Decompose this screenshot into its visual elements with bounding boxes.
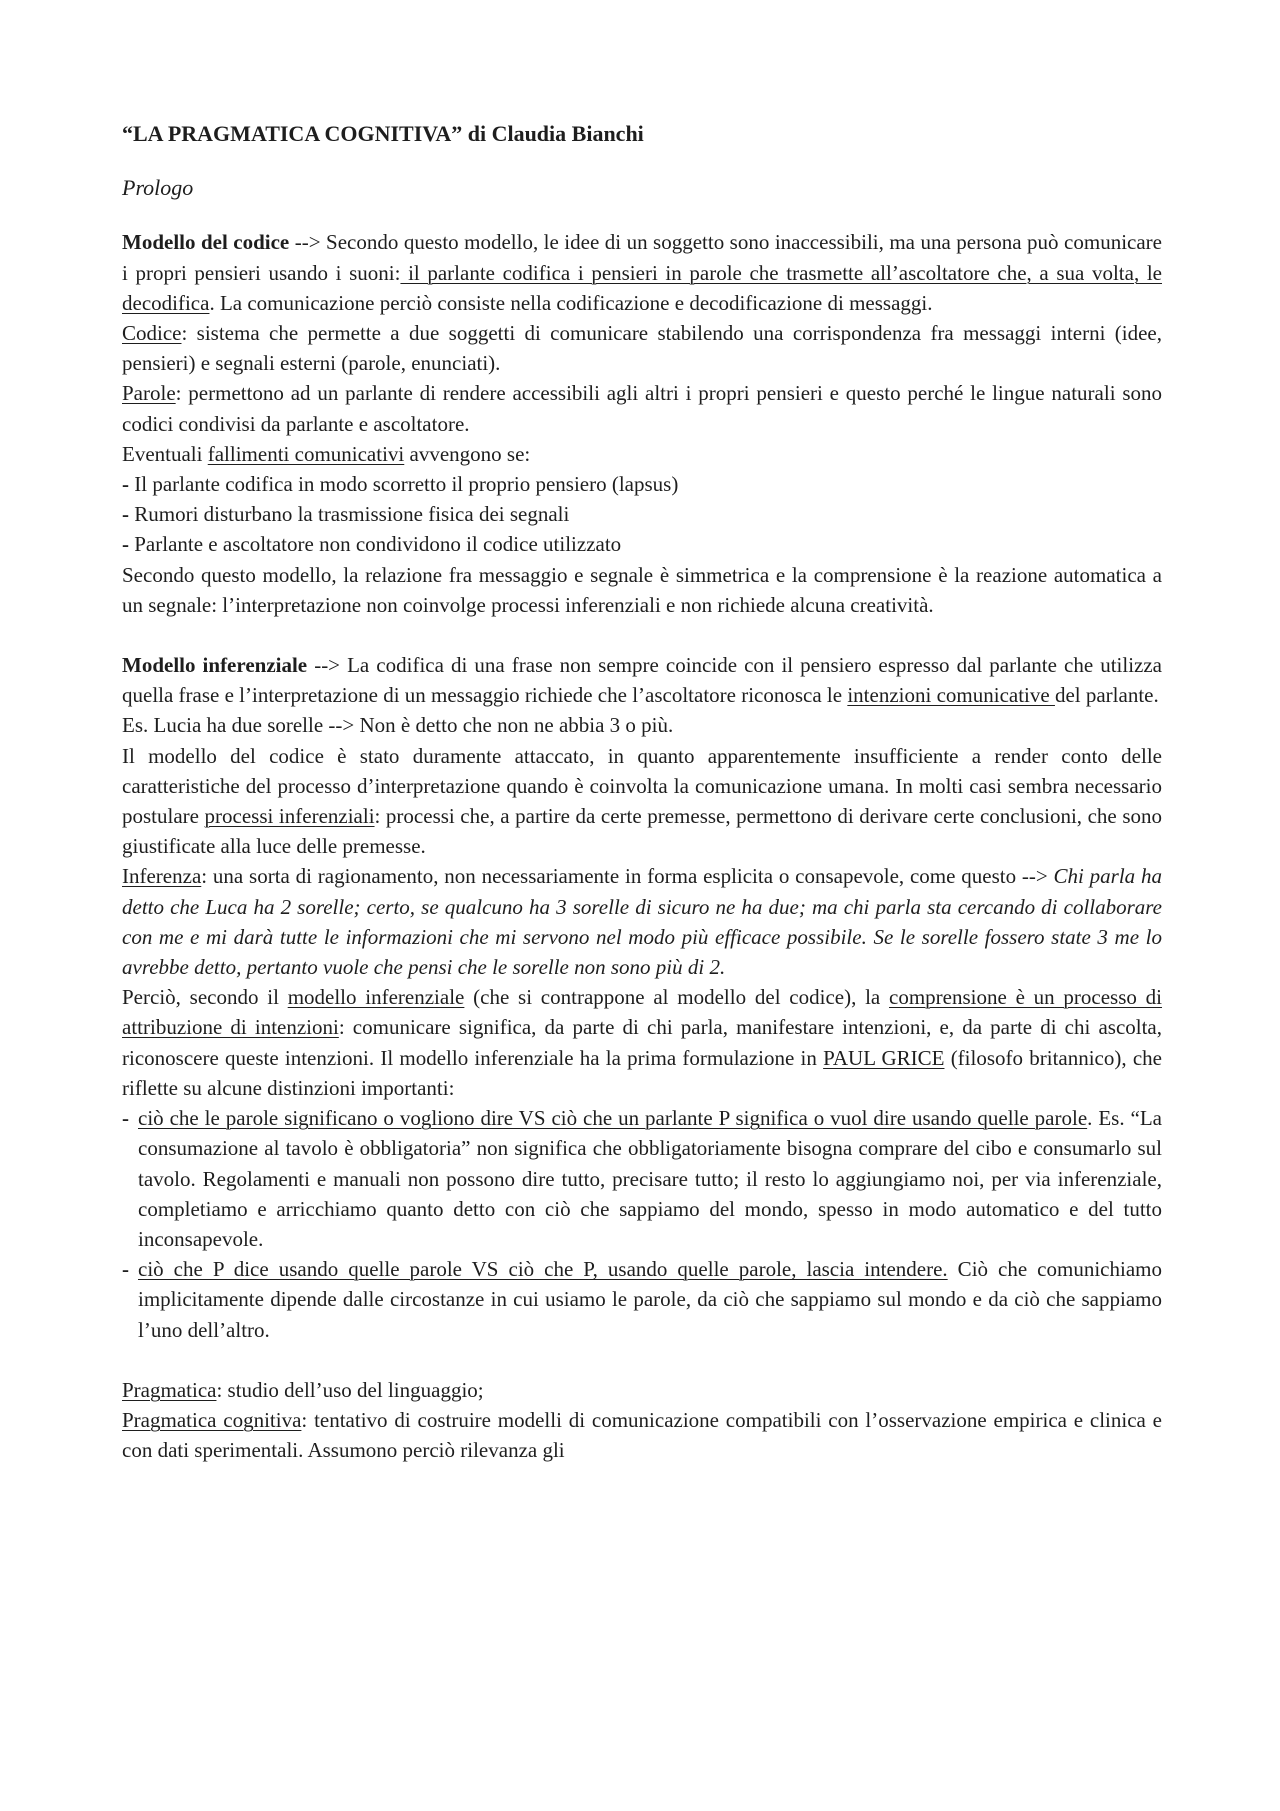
bullet-marker: - [122,502,129,527]
italic-reasoning: Chi parla ha detto che Luca ha 2 sorelle; certo, se qualcuno ha 3 sorelle di sicuro ne ha due; ma chi parla sta cercando di collaborare con me e mi darà tutte le informazioni che mi servono nel modo più efficace possibile. Se le sorelle fossero state 3 me lo avrebbe detto, pertanto vuole che pensi che le sorelle non sono più di 2. [122,864,1162,980]
term-paul-grice: PAUL GRICE [823,1045,945,1070]
term-modello-inferenziale-link: modello inferenziale [287,985,465,1010]
term-codice: Codice [122,321,182,346]
term-inferenza: Inferenza [122,864,202,889]
term-pragmatica-cognitiva: Pragmatica cognitiva [122,1407,302,1432]
term-pragmatica: Pragmatica [122,1377,217,1402]
paragraph-percio: Perciò, secondo il modello inferenziale (che si contrappone al modello del codice), la comprensione è un processo di attribuzione di intenzioni: comunicare significa, da parte di chi parla, manifestare intenzioni, e, da parte di chi ascolta, riconoscere queste intenzioni. Il modello inferenziale ha la prima formulazione in PAUL GRICE (filosofo britannico), che riflette su alcune distinzioni importanti: [122,985,1163,1100]
paragraph-example: Es. Lucia ha due sorelle --> Non è detto che non ne abbia 3 o più. [122,713,674,738]
document-body [122,119,1162,1465]
bullet-marker: - [122,1257,129,1282]
bullet-marker: - [122,1106,129,1131]
paragraph-pragmatica: Pragmatica: studio dell’uso del linguaggio; [122,1377,484,1402]
paragraph-inferenza: Inferenza: una sorta di ragionamento, non necessariamente in forma esplicita o consapevole, come questo --> Chi parla ha detto che Luca ha 2 sorelle; certo, se qualcuno ha 3 sorelle di sicuro ne ha due; ma chi parla sta cercando di collaborare con me e mi darà tutte le informazioni che mi servono nel modo più efficace possibile. Se le sorelle fossero state 3 me lo avrebbe detto, pertanto vuole che pensi che le sorelle non sono più di 2. [122,864,1162,980]
list-item: - Il parlante codifica in modo scorretto il proprio pensiero (lapsus) [122,472,679,497]
paragraph-processi: Il modello del codice è stato duramente attaccato, in quanto apparentemente insufficiente a render conto delle caratteristiche del processo d’interpretazione quando è coinvolta la comunicazione umana. In molti casi sembra necessario postulare processi inferenziali: processi che, a partire da certe premesse, permettono di derivare certe conclusioni, che sono giustificate alla luce delle premesse. [122,743,1162,859]
paragraph-parole: Parole: permettono ad un parlante di rendere accessibili agli altri i propri pensieri e questo perché le lingue naturali sono codici condivisi da parlante e ascoltatore. [122,381,1162,436]
term-modello-inferenziale: Modello inferenziale [122,653,308,678]
paragraph-gap [122,620,1162,650]
list-item: - Parlante e ascoltatore non condividono il codice utilizzato [122,532,622,557]
term-comprensione: comprensione è un processo di attribuzione di intenzioni [122,985,1163,1040]
paragraph-modello-inferenziale: Modello inferenziale --> La codifica di una frase non sempre coincide con il pensiero espresso dal parlante che utilizza quella frase e l’interpretazione di un messaggio richiede che l’ascoltatore riconosca le intenzioni comunicative del parlante. [122,653,1162,708]
term-processi: processi inferenziali [204,804,375,829]
paragraph-fallimenti: Eventuali fallimenti comunicativi avvengono se: [122,441,531,466]
term-intenzioni: intenzioni comunicative [847,683,1055,708]
list-item: - Rumori disturbano la trasmissione fisica dei segnali [122,502,570,527]
term-modello-codice: Modello del codice [122,230,290,255]
paragraph-gap [122,1345,1162,1375]
bullet-marker: - [122,532,129,557]
paragraph-pragmatica-cognitiva: Pragmatica cognitiva: tentativo di costruire modelli di comunicazione compatibili con l’osservazione empirica e clinica e con dati sperimentali. Assumono perciò rilevanza gli [122,1407,1162,1463]
distinctions-list [122,1103,1162,1345]
paragraph-conclusion-codice: Secondo questo modello, la relazione fra messaggio e segnale è simmetrica e la comprensione è la reazione automatica a un segnale: l’interpretazione non coinvolge processi inferenziali e non richiede alcuna creatività. [122,562,1162,617]
document-title: “LA PRAGMATICA COGNITIVA” di Claudia Bianchi [122,121,644,146]
term-fallimenti: fallimenti comunicativi [207,441,405,466]
section-heading-prologo: Prologo [122,175,194,201]
bullet-marker: - [122,472,129,497]
list-item: - ciò che P dice usando quelle parole VS ciò che P, usando quelle parole, lascia intendere. Ciò che comunichiamo implicitamente dipende dalle circostanze in cui usiamo le parole, da ciò che sappiamo sul mondo e da ciò che sappiamo l’uno dell’altro. [122,1254,1162,1345]
paragraph-modello-codice: Modello del codice --> Secondo questo modello, le idee di un soggetto sono inaccessibili, ma una persona può comunicare i propri pensieri usando i suoni: il parlante codifica i pensieri in parole che trasmette all’ascoltatore che, a sua volta, le decodifica. La comunicazione perciò consiste nella codificazione e decodificazione di messaggi. [122,230,1162,315]
term-parole: Parole [122,381,176,406]
underlined-phrase: il parlante codifica i pensieri in parole che trasmette all’ascoltatore che, a sua volta, le decodifica [122,260,1162,315]
paragraph-codice: Codice: sistema che permette a due soggetti di comunicare stabilendo una corrispondenza fra messaggi interni (idee, pensieri) e segnali esterni (parole, enunciati). [122,321,1162,376]
list-item: - ciò che le parole significano o vogliono dire VS ciò che un parlante P significa o vuol dire usando quelle parole. Es. “La consumazione al tavolo è obbligatoria” non significa che obbligatoriamente bisogna comprare del cibo e consumarlo sul tavolo. Regolamenti e manuali non possono dire tutto, precisare tutto; il resto lo aggiungiamo noi, per via inferenziale, completiamo e arricchiamo quanto detto con ciò che sappiamo del mondo, spesso in modo automatico e del tutto inconsapevole. [122,1103,1162,1254]
